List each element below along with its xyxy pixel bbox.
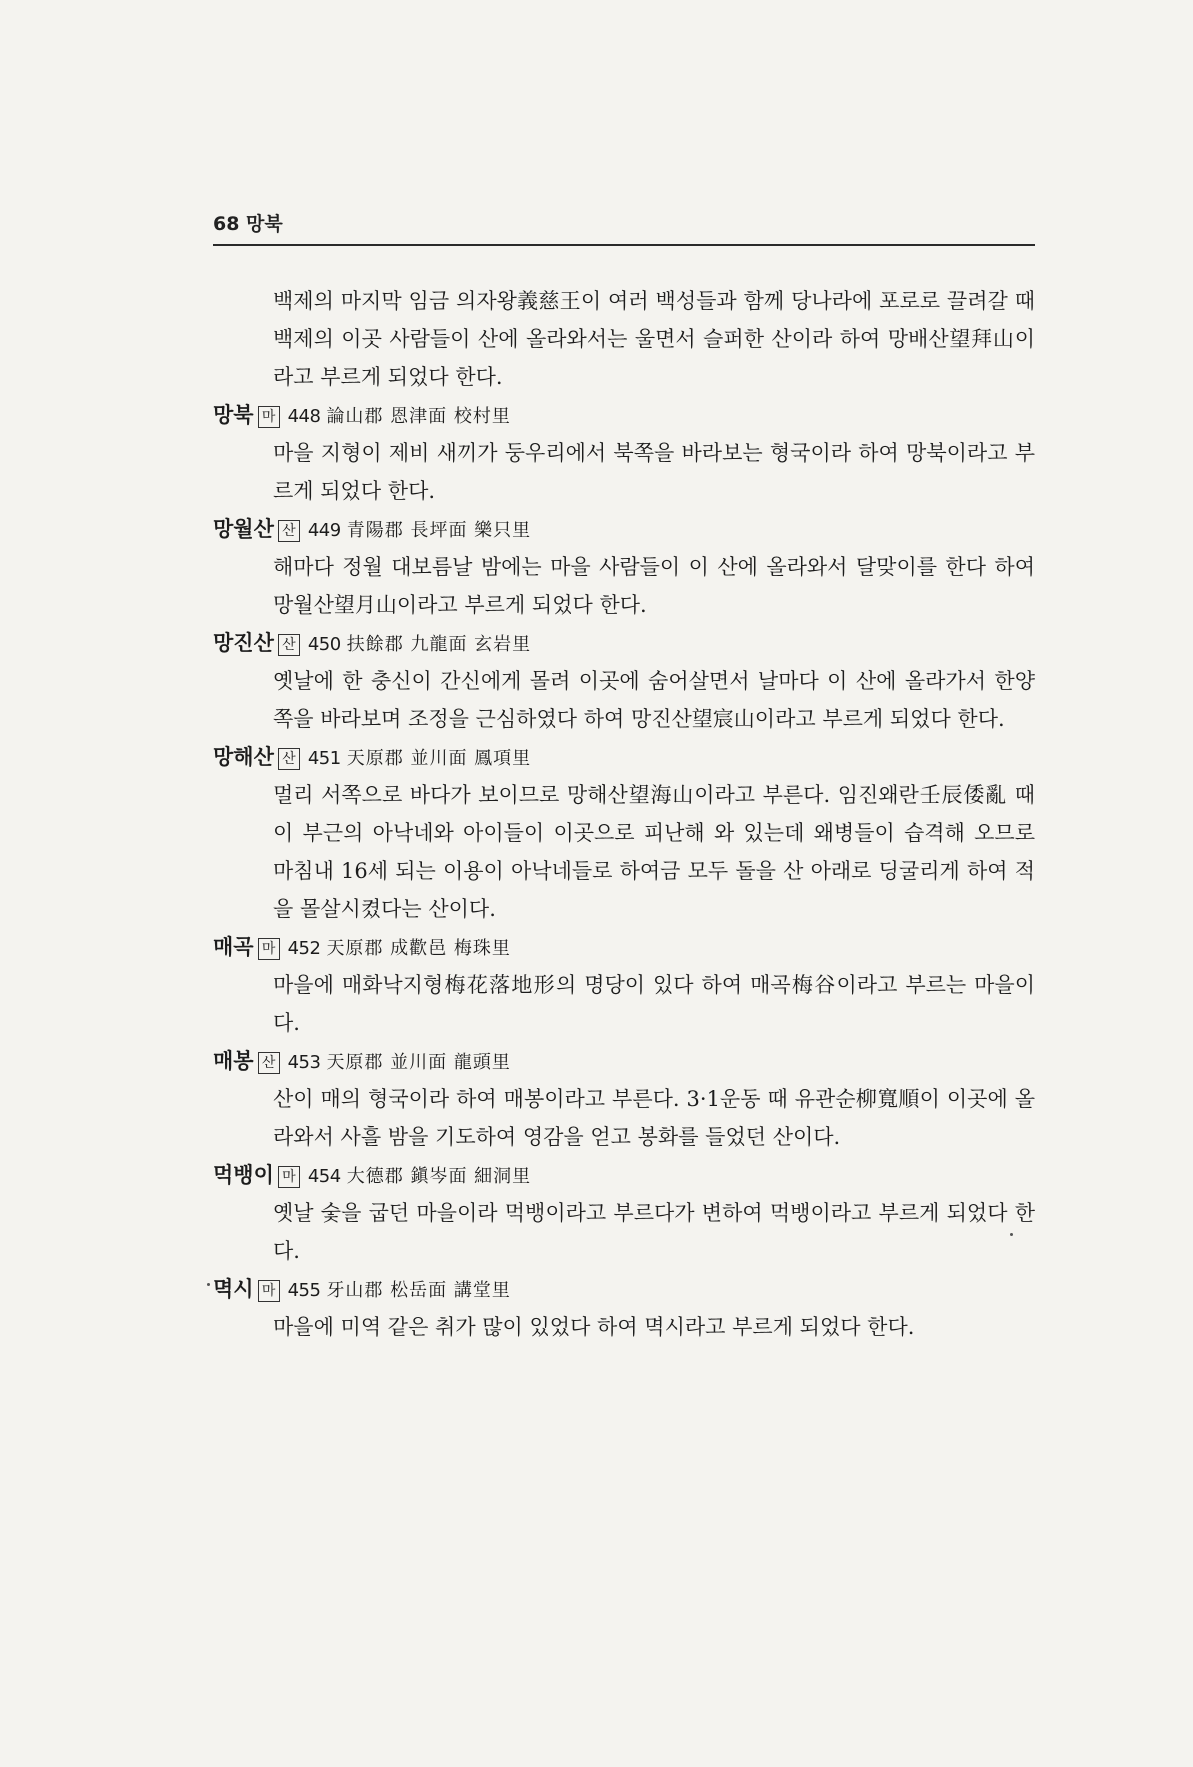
entry-description: 마을 지형이 제비 새끼가 둥우리에서 북쪽을 바라보는 형국이라 하여 망북이라고 부르게 되었다 한다. — [273, 441, 1035, 503]
entry-address: 扶餘郡 九龍面 玄岩里 — [346, 634, 532, 655]
category-badge: 산 — [278, 634, 300, 656]
entry — [213, 396, 1035, 510]
entry-address: 大德郡 鎭岑面 細洞里 — [346, 1166, 532, 1187]
entry-number: 454 — [307, 1166, 341, 1187]
entry-description: 마을에 미역 같은 취가 많이 있었다 하여 멱시라고 부르게 되었다 한다. — [273, 1315, 915, 1339]
entry-term: 멱시 — [213, 1276, 254, 1301]
entry-term: 매곡 — [213, 934, 254, 959]
entry — [213, 624, 1035, 738]
entry-number: 451 — [307, 748, 341, 769]
entry-heading — [213, 1156, 1035, 1194]
category-badge: 마 — [258, 406, 280, 428]
entry-term: 망북 — [213, 402, 254, 427]
entry-address: 牙山郡 松岳面 講堂里 — [326, 1280, 511, 1301]
entry — [213, 1042, 1035, 1156]
entry — [213, 510, 1035, 624]
entry-description: 마을에 매화낙지형梅花落地形의 명당이 있다 하여 매곡梅谷이라고 부르는 마을이다. — [273, 973, 1035, 1035]
entry-number: 450 — [307, 634, 341, 655]
entry-description: 옛날 숯을 굽던 마을이라 먹뱅이라고 부르다가 변하여 먹뱅이라고 부르게 되었다 한다. — [273, 1201, 1035, 1263]
entry-heading — [213, 1042, 1035, 1080]
entry-address: 論山郡 恩津面 校村里 — [326, 406, 511, 427]
category-badge: 산 — [258, 1052, 280, 1074]
entry-term: 망해산 — [213, 744, 274, 769]
category-badge: 마 — [278, 1166, 300, 1188]
header-rule — [213, 244, 1035, 246]
entry-number: 453 — [287, 1052, 321, 1073]
entry-term: 망월산 — [213, 516, 274, 541]
speck — [207, 1283, 210, 1286]
entry-number: 448 — [287, 406, 321, 427]
entry-description: 옛날에 한 충신이 간신에게 몰려 이곳에 숨어살면서 날마다 이 산에 올라가서 한양 쪽을 바라보며 조정을 근심하였다 하여 망진산望宸山이라고 부르게 되었다 한다. — [273, 669, 1035, 731]
entry-address: 天原郡 並川面 鳳項里 — [346, 748, 532, 769]
entry-number: 455 — [287, 1280, 321, 1301]
entry-address: 天原郡 並川面 龍頭里 — [326, 1052, 511, 1073]
entry-description: 해마다 정월 대보름날 밤에는 마을 사람들이 이 산에 올라와서 달맞이를 한다 하여 망월산望月山이라고 부르게 되었다 한다. — [273, 555, 1035, 617]
page-header: 68 망북 — [213, 213, 283, 235]
entry — [213, 1156, 1035, 1270]
entry-number: 452 — [287, 938, 321, 959]
category-badge: 마 — [258, 938, 280, 960]
entry-heading — [213, 1270, 1035, 1308]
category-badge: 산 — [278, 748, 300, 770]
content — [213, 282, 1035, 1346]
entry-term: 매봉 — [213, 1048, 254, 1073]
entry-term: 망진산 — [213, 630, 274, 655]
entry-list — [213, 396, 1035, 1346]
speck — [1010, 1233, 1013, 1236]
entry-address: 天原郡 成歡邑 梅珠里 — [326, 938, 511, 959]
entry — [213, 738, 1035, 928]
entry — [213, 1270, 1035, 1346]
entry-heading — [213, 396, 1035, 434]
entry-description: 멀리 서쪽으로 바다가 보이므로 망해산望海山이라고 부른다. 임진왜란壬辰倭亂 때 이 부근의 아낙네와 아이들이 이곳으로 피난해 와 있는데 왜병들이 습격해 오므로 마침내 16세 되는 이용이 아낙네들로 하여금 모두 돌을 산 아래로 딩굴리게 하여 적을 몰살시켰다는 산이다. — [273, 783, 1035, 921]
entry-heading — [213, 624, 1035, 662]
category-badge: 산 — [278, 520, 300, 542]
entry-heading — [213, 928, 1035, 966]
entry — [213, 928, 1035, 1042]
entry-address: 青陽郡 長坪面 樂只里 — [346, 520, 532, 541]
intro-paragraph: 백제의 마지막 임금 의자왕義慈王이 여러 백성들과 함께 당나라에 포로로 끌려갈 때 백제의 이곳 사람들이 산에 올라와서는 울면서 슬퍼한 산이라 하여 망배산望拜山이라고 부르게 되었다 한다. — [273, 289, 1035, 389]
entry-heading — [213, 510, 1035, 548]
entry-term: 먹뱅이 — [213, 1162, 274, 1187]
entry-description: 산이 매의 형국이라 하여 매봉이라고 부른다. 3·1운동 때 유관순柳寬順이 이곳에 올라와서 사흘 밤을 기도하여 영감을 얻고 봉화를 들었던 산이다. — [273, 1087, 1035, 1149]
entry-heading — [213, 738, 1035, 776]
entry-number: 449 — [307, 520, 341, 541]
category-badge: 마 — [258, 1280, 280, 1302]
